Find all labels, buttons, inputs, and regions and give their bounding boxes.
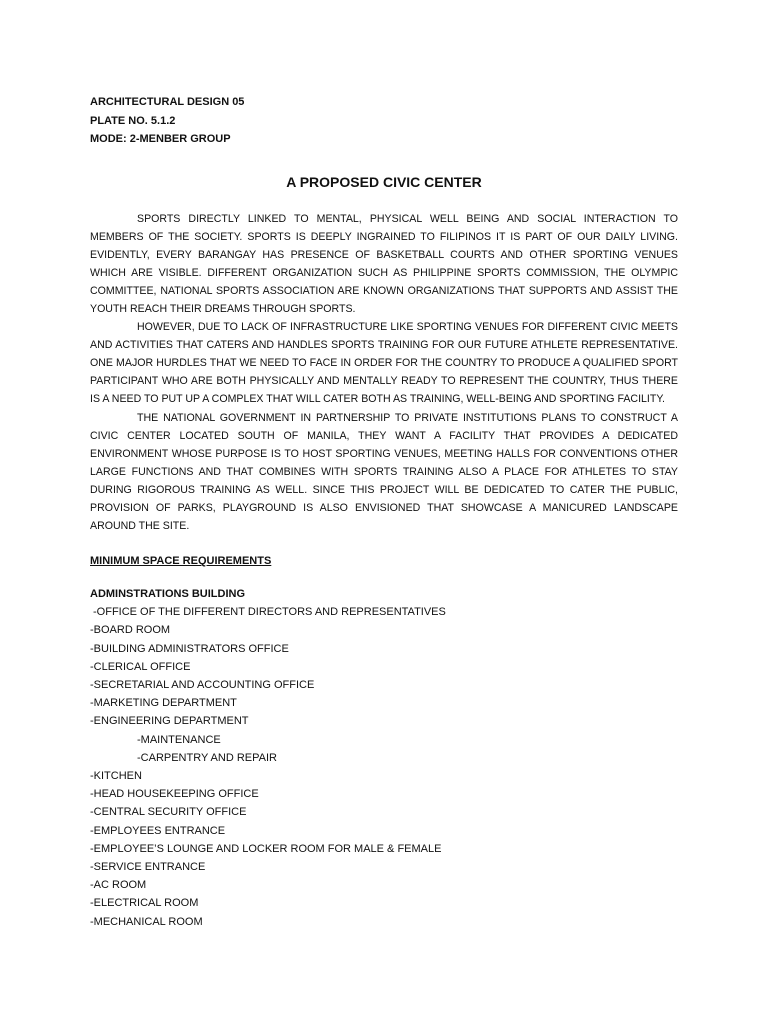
list-item: -CENTRAL SECURITY OFFICE — [90, 806, 247, 819]
list-item: -HEAD HOUSEKEEPING OFFICE — [90, 788, 259, 801]
list-item: -BOARD ROOM — [90, 624, 171, 637]
list-item: -BUILDING ADMINISTRATORS OFFICE — [90, 642, 289, 655]
plate-number: PLATE NO. 5.1.2 — [90, 114, 176, 127]
list-item: -EMPLOYEE’S LOUNGE AND LOCKER ROOM FOR MALE & FEMALE — [90, 842, 442, 855]
admin-requirements-list — [90, 603, 678, 931]
list-item: -SERVICE ENTRANCE — [90, 861, 206, 874]
paragraph: THE NATIONAL GOVERNMENT IN PARTNERSHIP TO PRIVATE INSTITUTIONS PLANS TO CONSTRUCT A CIVIC CENTER LOCATED SOUTH OF MANILA, THEY WANT A FACILITY THAT PROVIDES A DEDICATED ENVIRONMENT WHOSE PURPOSE IS TO HOST SPORTING VENUES, MEETING HALLS FOR CONVENTIONS OTHER LARGE FUNCTIONS AND THAT COMBINES WITH SPORTS TRAINING ALSO A PLACE FOR ATHLETES TO STAY DURING RIGOROUS TRAINING AS WELL. SINCE THIS PROJECT WILL BE DEDICATED TO CATER THE PUBLIC, PROVISION OF PARKS, PLAYGROUND IS ALSO ENVISIONED THAT SHOWCASE A MANICURED LANDSCAPE AROUND THE SITE. — [90, 411, 678, 533]
list-item: -ENGINEERING DEPARTMENT — [90, 715, 249, 728]
paragraph: SPORTS DIRECTLY LINKED TO MENTAL, PHYSICAL WELL BEING AND SOCIAL INTERACTION TO MEMBERS OF THE SOCIETY. SPORTS IS DEEPLY INGRAINED TO FILIPINOS IT IS PART OF OUR DAILY LIVING. EVIDENTLY, EVERY BARANGAY HAS PRESENCE OF BASKETBALL COURTS AND OTHER SPORTING VENUES WHICH ARE VISIBLE. DIFFERENT ORGANIZATION SUCH AS PHILIPPINE SPORTS COMMISSION, THE OLYMPIC COMMITTEE, NATIONAL SPORTS ASSOCIATION ARE KNOWN ORGANIZATIONS THAT SUPPORTS AND ASSIST THE YOUTH REACH THEIR DREAMS THROUGH SPORTS. — [90, 212, 678, 315]
paragraph: HOWEVER, DUE TO LACK OF INFRASTRUCTURE LIKE SPORTING VENUES FOR DIFFERENT CIVIC MEETS AND ACTIVITIES THAT CATERS AND HANDLES SPORTS TRAINING FOR OUR FUTURE ATHLETE REPRESENTATIVE. ONE MAJOR HURDLES THAT WE NEED TO FACE IN ORDER FOR THE COUNTRY TO PRODUCE A QUALIFIED SPORT PARTICIPANT WHO ARE BOTH PHYSICALLY AND MENTALLY READY TO REPRESENT THE COUNTRY, THUS THERE IS A NEED TO PUT UP A COMPLEX THAT WILL CATER BOTH AS TRAINING, WELL-BEING AND SPORTING FACILITY. — [90, 321, 678, 406]
list-subitem: -MAINTENANCE — [137, 733, 221, 746]
course-label: ARCHITECTURAL DESIGN 05 — [90, 96, 245, 108]
list-item: -MECHANICAL ROOM — [90, 915, 203, 928]
list-item: -CLERICAL OFFICE — [90, 660, 191, 673]
document-page — [90, 93, 678, 931]
body-text — [90, 210, 678, 536]
list-item: -OFFICE OF THE DIFFERENT DIRECTORS AND REPRESENTATIVES — [93, 606, 446, 619]
list-item: -ELECTRICAL ROOM — [90, 897, 199, 910]
list-item: -EMPLOYEES ENTRANCE — [90, 824, 226, 837]
list-item: -SECRETARIAL AND ACCOUNTING OFFICE — [90, 679, 315, 691]
list-subitem: -CARPENTRY AND REPAIR — [137, 751, 277, 764]
list-item: -AC ROOM — [90, 879, 147, 892]
admin-building-heading: ADMINSTRATIONS BUILDING — [90, 588, 246, 601]
group-mode: MODE: 2-MENBER GROUP — [90, 133, 231, 145]
space-requirements-heading: MINIMUM SPACE REQUIREMENTS — [90, 555, 272, 568]
document-title: A PROPOSED CIVIC CENTER — [286, 173, 482, 190]
list-item: -KITCHEN — [90, 770, 142, 783]
list-item: -MARKETING DEPARTMENT — [90, 697, 237, 710]
